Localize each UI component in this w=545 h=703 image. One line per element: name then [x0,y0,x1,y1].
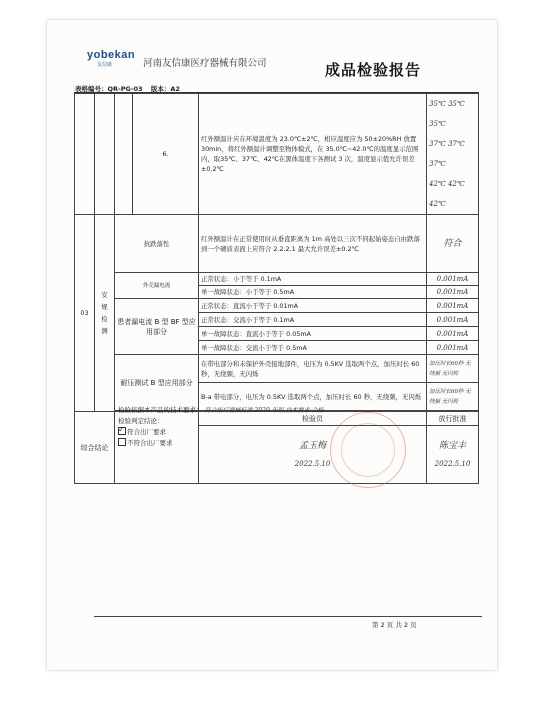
drop-result: 符合 [427,215,479,273]
company-logo [87,49,135,68]
conclusion-content [118,405,328,449]
option-fail[interactable] [118,438,328,449]
enclosure-leakage-label: 外壳漏电流 [115,273,199,299]
requirement-text: 正常状态：直流小于等于 0.01mA [199,299,427,313]
table-row [75,355,479,383]
result-value: 37℃ 37℃ 37℃ [429,140,465,168]
table-row [75,299,479,313]
form-version: 版本：A2 [150,85,180,93]
result-value: 加压时长60秒 无绕频 无闪烁 [427,355,479,383]
pass-checkbox[interactable] [118,427,126,435]
option-fail-label: 不符合出厂要求 [127,439,173,447]
table-row [75,215,479,273]
logo-brand: yobekan [87,49,136,61]
result-value: 0.001mA [427,327,479,341]
approver-label: 放行批准 [427,412,479,426]
result-value: 35℃ 35℃ 35℃ [429,100,465,128]
approver-signature: 陈宝丰 [438,440,466,451]
requirement-text: 单一故障状态：小于等于 0.5mA [199,286,427,299]
drop-test-label: 抗跌落性 [115,215,199,273]
requirement-text: 正常状态：交流小于等于 0.1mA [199,313,427,327]
company-name: 河南友信康医疗器械有限公司 [143,58,267,69]
approver-cell [427,426,479,484]
result-cell [427,94,479,215]
table-row [75,273,479,286]
option-pass-label: 符合出厂要求 [127,428,166,436]
logo-sub: 友信康 [97,62,113,68]
inspector-date: 2022.5.10 [294,459,331,468]
judge-label: 检验判定结论： [118,417,164,425]
footer-divider [94,616,482,617]
table-row [75,94,479,215]
form-number: 表格编号：QR-PG-03 [75,85,143,93]
result-value: 0.001mA [427,341,479,355]
section-name: 安规检测 [95,215,115,412]
result-value: 0.001mA [427,299,479,313]
requirement-text: 正常状态：小于等于 0.1mA [199,273,427,286]
patient-leakage-label: 患者漏电流 B 型 BF 型应用部分 [115,299,199,355]
basis-value: 符合医疗器械标准 2020 年版 技术要求 合格 [204,407,324,414]
option-pass[interactable] [118,427,328,438]
approver-date: 2022.5.10 [434,459,471,468]
conclusion-label: 综合结论 [75,412,115,484]
withstand-test-label: 耐压测试 B 型应用部分 [115,355,199,411]
inspector-signature: 孟玉梅 [298,440,326,451]
section-number: 03 [75,215,95,412]
requirement-text: 红外额温计应在环境温度为 23.0℃±2℃，相应湿度应为 50±20%RH 放置 30min，将红外额温计调整至物体模式，在 35.0℃~42.0℃的温度显示范围内，取35℃、37℃、42℃在黑体温度下各测试 3 次，温度显示值允许误差±0.2℃ [199,94,427,215]
drop-requirement: 红外额温计在正常使用时从垂直距离为 1m 高处以三次不同起始姿态自由跌落到一个硬质表面上应符合 2.2.2.1 最大允许误差±0.2℃ [199,215,427,273]
fail-checkbox[interactable] [118,438,126,446]
report-title: 成品检验报告 [325,61,422,79]
page-number: 第 2 页 共 2 页 [372,621,417,629]
requirement-text: B-a 带电部分，电压为 0.5KV 选取两个点，加压时长 60 秒，无绕频，无闪烁 [199,383,427,411]
basis-label: 检验依据本产品的技术要求： [118,406,203,414]
result-value: 0.001mA [427,273,479,286]
requirement-text: 单一故障状态：直流小于等于 0.05mA [199,327,427,341]
result-value: 0.001mA [427,286,479,299]
result-value: 加压时长60秒 无绕频 无闪烁 [427,383,479,411]
result-value: 42℃ 42℃ 42℃ [429,180,465,208]
requirement-text: 单一故障状态：交流小于等于 0.5mA [199,341,427,355]
item-number: 6. [133,94,199,215]
requirement-text: 在带电部分和未保护外壳接地部件，电压为 0.5KV 选取两个点，加压时长 60 秒，无绕频，无闪烁 [199,355,427,383]
result-value: 0.001mA [427,313,479,327]
inspector-label: 检验员 [199,412,427,426]
